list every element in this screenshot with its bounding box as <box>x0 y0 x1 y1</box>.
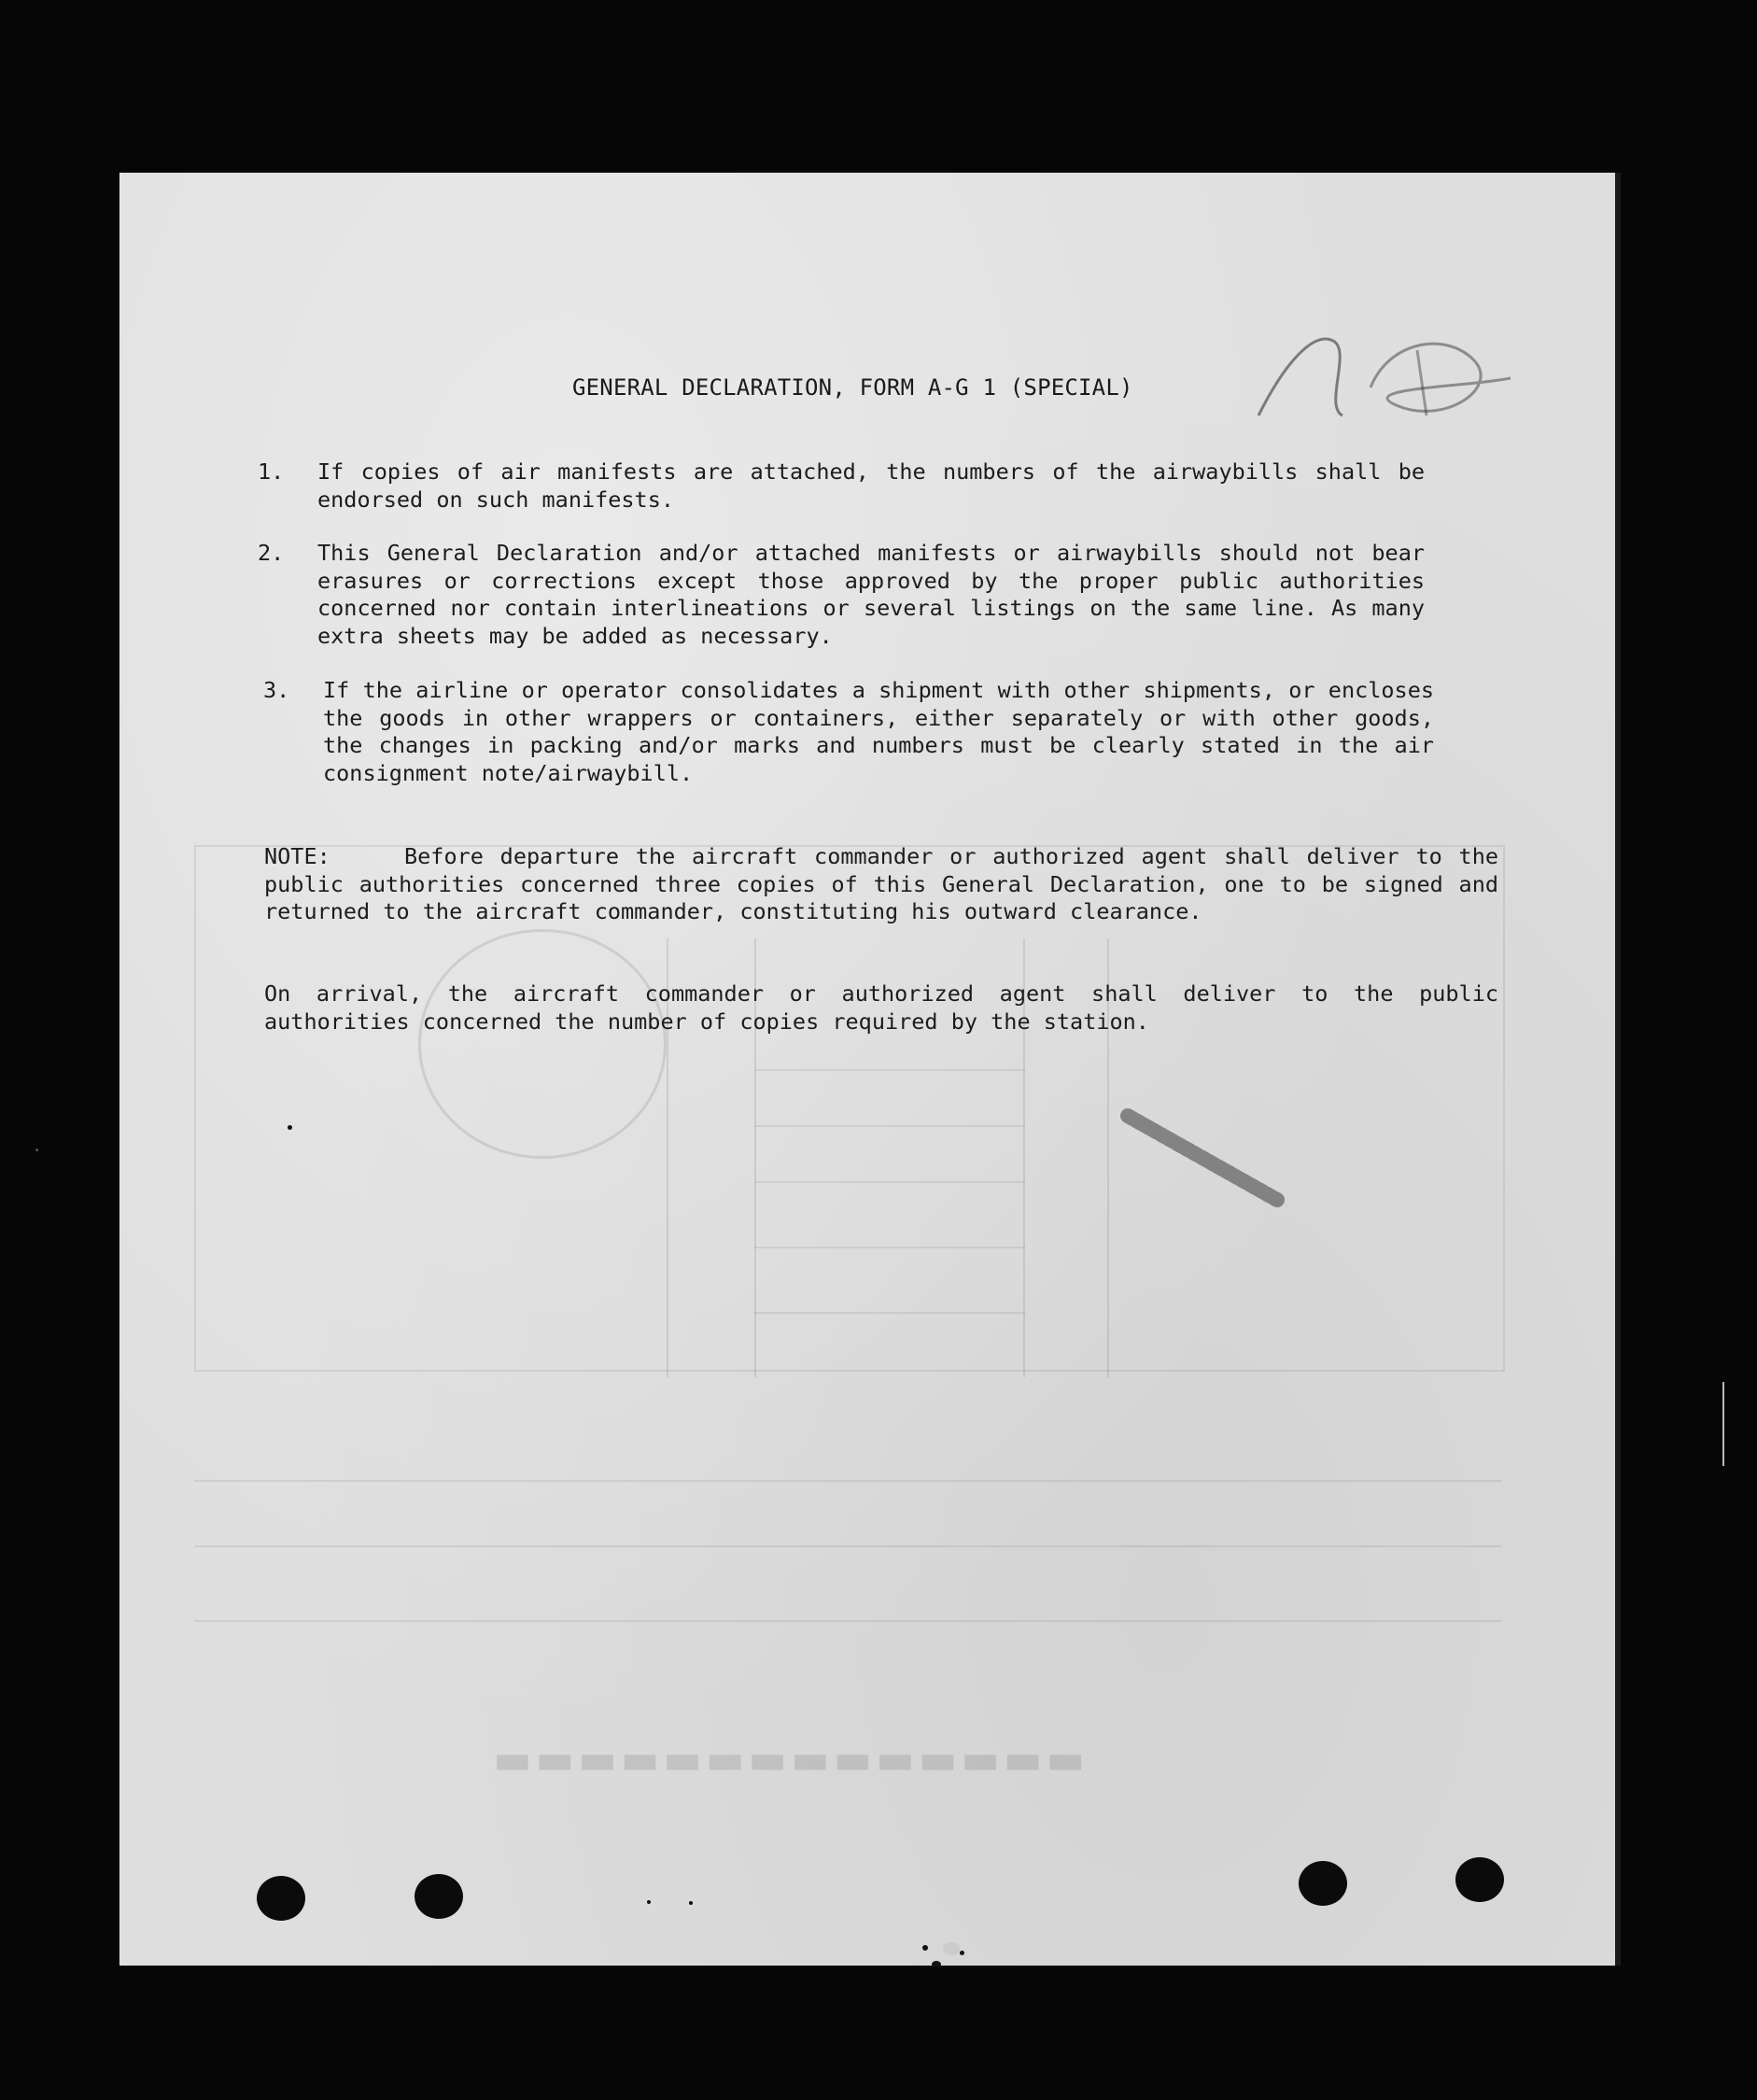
instruction-item-3 <box>263 677 1436 793</box>
bleed-through-row-line <box>194 1620 1501 1622</box>
item-text: This General Declaration and/or attached manifests or airwaybills should not bear erasures or corrections except those approved by the proper public authorities concerned nor contain interlineations or several listings on the same line. As many extra sheets may be added as necessary. <box>317 540 1425 649</box>
form-title: GENERAL DECLARATION, FORM A-G 1 (SPECIAL) <box>572 374 1133 401</box>
bleed-through-heading: ▬▬▬▬▬▬▬▬▬▬▬▬▬▬ <box>493 1741 1089 1789</box>
page-edge-shadow <box>1615 173 1621 1966</box>
handwritten-initials <box>1230 322 1529 434</box>
dust-speck <box>943 1942 960 1955</box>
bleed-through-row-line <box>754 1069 1025 1071</box>
bleed-through-row-line <box>194 1545 1501 1547</box>
item-text: If copies of air manifests are attached, the numbers of the airwaybills shall be endorsed on such manifests. <box>317 458 1425 513</box>
faded-date-stamp <box>418 929 667 1159</box>
bleed-through-row-line <box>754 1181 1025 1183</box>
dust-speck <box>288 1125 292 1130</box>
punch-hole <box>1455 1857 1504 1902</box>
dust-speck <box>689 1901 693 1905</box>
arrival-note <box>264 980 1498 1036</box>
dust-speck <box>647 1900 651 1904</box>
arrival-text: On arrival, the aircraft commander or authorized agent shall deliver to the public authorities concerned the number of copies required by the station. <box>264 980 1498 1035</box>
document-page <box>119 173 1615 1966</box>
ink-stamp-mark <box>1118 1106 1286 1209</box>
note-text: Before departure the aircraft commander or authorized agent shall deliver to the public authorities concerned three copies of this General Declaration, one to be signed and returned to the aircraft commander, constituting his outward clearance. <box>264 843 1498 924</box>
departure-note <box>264 843 1498 926</box>
item-number: 1. <box>258 458 285 485</box>
punch-hole <box>257 1876 305 1921</box>
dust-speck <box>922 1945 928 1951</box>
dust-speck <box>35 1149 38 1151</box>
dust-speck <box>932 1961 941 1966</box>
dust-speck <box>960 1951 964 1955</box>
item-text: If the airline or operator consolidates a shipment with other shipments, or encloses the goods in other wrappers or containers, either separately or with other goods, the changes in packing and/or marks and numbers must be clearly stated in the air consignment note/airwaybill. <box>323 677 1434 786</box>
bleed-through-row-line <box>194 1480 1501 1482</box>
punch-hole <box>1299 1861 1347 1906</box>
bleed-through-row-line <box>754 1247 1025 1248</box>
bleed-through-row-line <box>754 1125 1025 1127</box>
note-label: NOTE: <box>264 843 330 869</box>
item-number: 2. <box>258 540 285 566</box>
punch-hole <box>415 1874 463 1919</box>
item-number: 3. <box>263 677 290 703</box>
instruction-item-1 <box>258 458 1425 518</box>
bleed-through-row-line <box>754 1312 1025 1314</box>
scanner-edge-mark <box>1722 1382 1724 1466</box>
instruction-item-2 <box>258 540 1425 655</box>
